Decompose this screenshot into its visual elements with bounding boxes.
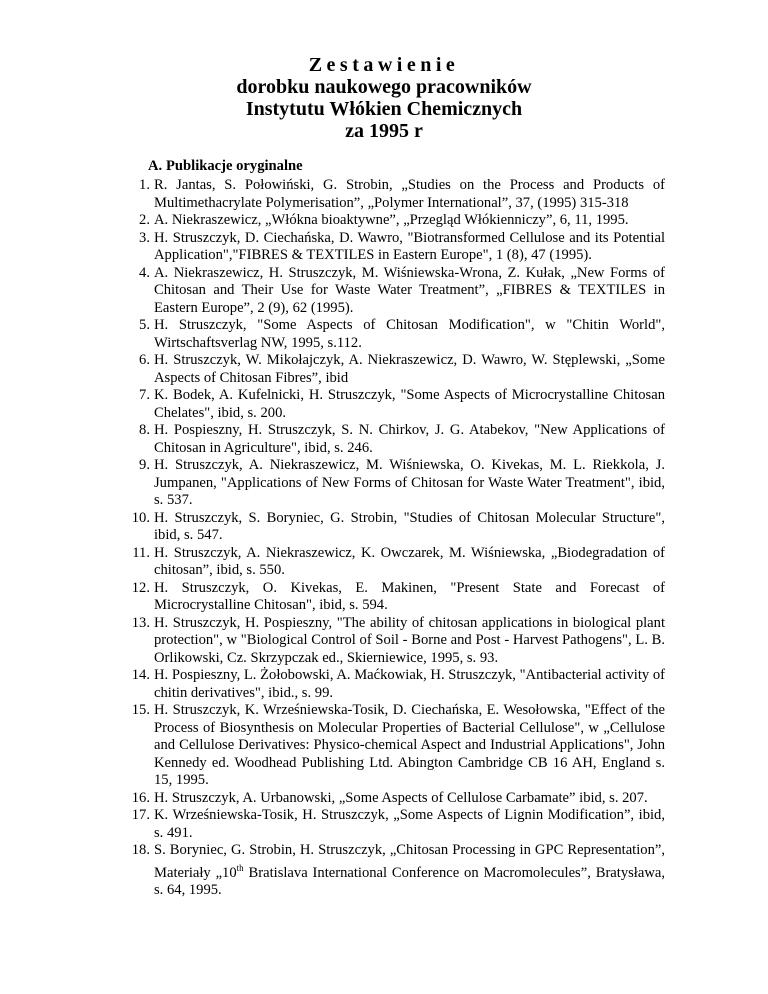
list-item-number: 1 . (118, 177, 150, 195)
list-item-number: 12 . (118, 580, 150, 598)
list-item-number: 17 . (118, 807, 150, 825)
title-line-4: za 1995 r (345, 120, 423, 142)
list-item (118, 230, 665, 265)
list-item-text: H. Struszczyk, D. Ciechańska, D. Wawro, "Biotransformed Cellulose and its Potential Application","FIBRES & TEXTILES in Eastern Europe", 1 (8), 47 (1995). (154, 229, 665, 263)
list-item (118, 510, 665, 545)
list-item-number: 2 . (118, 212, 150, 230)
list-item-number: 10 . (118, 510, 150, 528)
list-item-number: 3 . (118, 230, 150, 248)
list-item-number: 14 . (118, 667, 150, 685)
list-item (118, 807, 665, 842)
list-item-text: H. Pospieszny, H. Struszczyk, S. N. Chirkov, J. G. Atabekov, "New Applications of Chitosan in Agriculture", ibid, s. 246. (154, 422, 665, 456)
list-item-text: H. Struszczyk, S. Boryniec, G. Strobin, "Studies of Chitosan Molecular Structure", ibid, s. 547. (154, 509, 665, 543)
title-line-2: dorobku naukowego pracowników (236, 76, 532, 98)
list-item-text: H. Struszczyk, O. Kivekas, E. Makinen, "Present State and Forecast of Microcrystalline Chitosan", ibid, s. 594. (154, 579, 665, 613)
list-item (118, 842, 665, 899)
list-item-text: S. Boryniec, G. Strobin, H. Struszczyk, „Chitosan Processing in GPC Representation”, Materiały „10th Bratislava International Conference on Macromolecules”, Bratysława, s. 64, 1995. (154, 842, 666, 898)
list-item-text: H. Pospieszny, L. Żołobowski, A. Maćkowiak, H. Struszczyk, "Antibacterial activity of chitin derivatives", ibid., s. 99. (154, 667, 665, 701)
list-item-number: 4 . (118, 265, 150, 283)
list-item-text: H. Struszczyk, W. Mikołajczyk, A. Niekraszewicz, D. Wawro, W. Stęplewski, „Some Aspects of Chitosan Fibres”, ibid (154, 352, 665, 386)
list-item-number: 8 . (118, 422, 150, 440)
list-item-text: A. Niekraszewicz, „Włókna bioaktywne”, „Przegląd Włókienniczy”, 6, 11, 1995. (154, 212, 629, 228)
list-item-number: 11 . (118, 545, 150, 563)
list-item (118, 545, 665, 580)
list-item (118, 212, 665, 230)
list-item (118, 352, 665, 387)
title-line-1: Zestawienie (308, 54, 460, 76)
list-item-number: 16 . (118, 790, 150, 808)
list-item-text: H. Struszczyk, A. Niekraszewicz, K. Owczarek, M. Wiśniewska, „Biodegradation of chitosan”, ibid, s. 550. (154, 544, 665, 578)
section-heading (148, 158, 303, 175)
list-item-text: H. Struszczyk, A. Niekraszewicz, M. Wiśniewska, O. Kivekas, M. L. Riekkola, J. Jumpanen, "Applications of New Forms of Chitosan for Waste Water Treatment", ibid, s. 537. (154, 457, 665, 508)
list-item (118, 580, 665, 615)
list-item (118, 457, 665, 510)
list-item (118, 667, 665, 702)
list-item-number: 6 . (118, 352, 150, 370)
list-item-text: K. Bodek, A. Kufelnicki, H. Struszczyk, "Some Aspects of Microcrystalline Chitosan Chelates", ibid, s. 200. (154, 387, 665, 421)
list-item (118, 317, 665, 352)
list-item-text: H. Struszczyk, K. Wrześniewska-Tosik, D. Ciechańska, E. Wesołowska, "Effect of the Process of Biosynthesis on Molecular Properties of Bacterial Cellulose", w „Cellulose and Cellulose Derivatives: Physico-chemical Aspect and Industrial Applications", John Kennedy ed. Woodhead Publishing Ltd. Abington Cambridge CB 16 AH, England s. 15, 1995. (154, 702, 665, 788)
list-item-number: 13 . (118, 615, 150, 633)
list-item-number: 9 . (118, 457, 150, 475)
list-item-number: 15 . (118, 702, 150, 720)
list-item (118, 615, 665, 668)
list-item-text: H. Struszczyk, H. Pospieszny, "The ability of chitosan applications in biological plant protection", w "Biological Control of Soil - Borne and Post - Harvest Pathogens", L. B. Orlikowski, Cz. Skrzypczak ed., Skierniewice, 1995, s. 93. (154, 614, 665, 666)
list-item-number: 18 . (118, 842, 150, 860)
list-item-text: A. Niekraszewicz, H. Struszczyk, M. Wiśniewska-Wrona, Z. Kułak, „New Forms of Chitosan and Their Use for Waste Water Treatment”, „FIBRES & TEXTILES in Eastern Europe”, 2 (9), 62 (1995). (154, 264, 665, 316)
publication-list (118, 177, 665, 899)
list-item (118, 702, 665, 790)
section-label: Publikacje oryginalne (166, 158, 303, 174)
section-letter: A. (148, 158, 163, 174)
list-item-text: H. Struszczyk, A. Urbanowski, „Some Aspects of Cellulose Carbamate” ibid, s. 207. (154, 789, 648, 806)
list-item (118, 790, 665, 808)
list-item (118, 422, 665, 457)
document-title (0, 54, 768, 142)
list-item-text: R. Jantas, S. Połowiński, G. Strobin, „Studies on the Process and Products of Multimethacrylate Polymerisation”, „Polymer International”, 37, (1995) 315-318 (154, 177, 665, 211)
list-item (118, 387, 665, 422)
list-item-text: K. Wrześniewska-Tosik, H. Struszczyk, „Some Aspects of Lignin Modification”, ibid, s. 491. (154, 807, 665, 841)
list-item-text: H. Struszczyk, "Some Aspects of Chitosan Modification", w "Chitin World", Wirtschaftsverlag NW, 1995, s.112. (154, 317, 665, 351)
title-line-3: Instytutu Włókien Chemicznych (245, 98, 523, 120)
list-item (118, 265, 665, 318)
list-item-number: 7 . (118, 387, 150, 405)
list-item-number: 5 . (118, 317, 150, 335)
list-item (118, 177, 665, 212)
